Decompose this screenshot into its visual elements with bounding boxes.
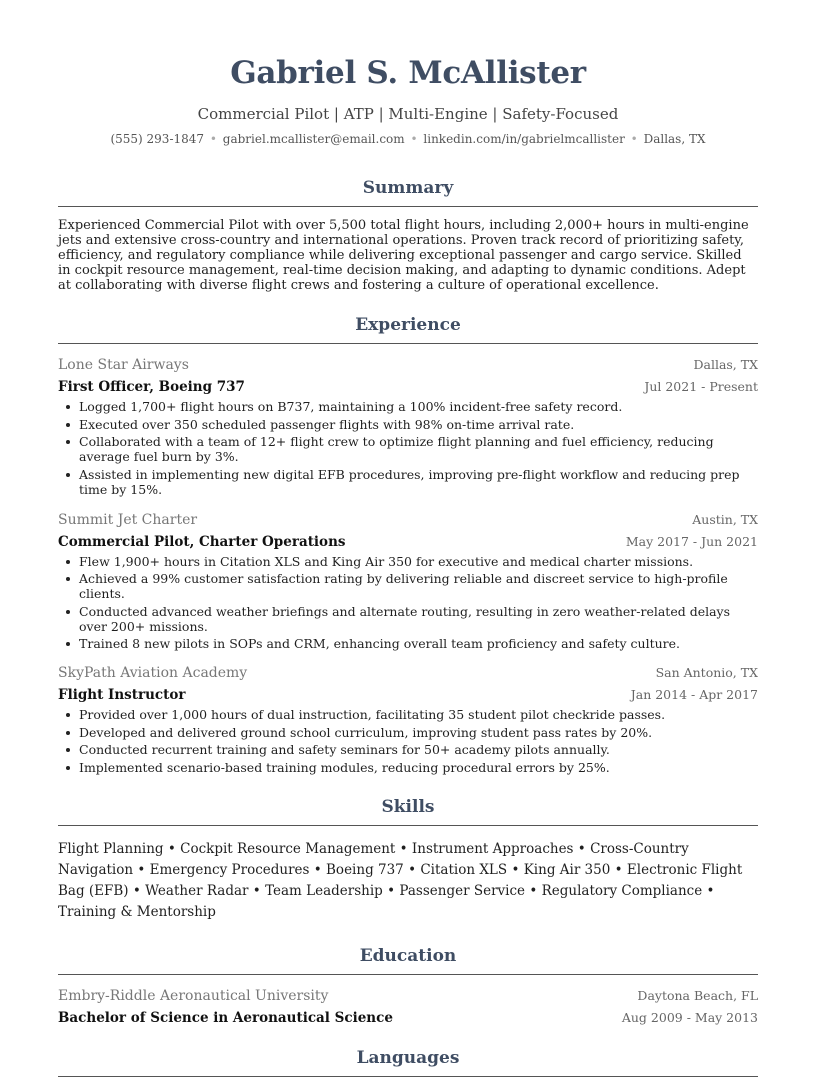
skill-separator: • <box>408 861 417 878</box>
job-location: Austin, TX <box>692 511 758 527</box>
contact-separator: • <box>209 132 217 146</box>
candidate-name: Gabriel S. McAllister <box>230 55 586 91</box>
skill-separator: • <box>577 840 586 857</box>
job-bullet: Executed over 350 scheduled passenger flights with 98% on-time arrival rate. <box>58 417 758 432</box>
section-divider <box>58 974 758 975</box>
job-bullet: Logged 1,700+ flight hours on B737, maintaining a 100% incident-free safety record. <box>58 399 758 414</box>
experience-section <box>58 314 758 775</box>
school-name: Embry-Riddle Aeronautical University <box>58 987 329 1004</box>
section-divider <box>58 206 758 207</box>
languages-section <box>58 1047 758 1077</box>
job-bullet: Provided over 1,000 hours of dual instruction, facilitating 35 student pilot checkride passes. <box>58 707 758 722</box>
skill-separator: • <box>614 861 623 878</box>
skill-separator: • <box>387 882 396 899</box>
job-bullet: Achieved a 99% customer satisfaction rating by delivering reliable and discreet service to high-profile clients. <box>58 571 758 601</box>
skill-item: Instrument Approaches <box>411 840 574 857</box>
skill-separator: • <box>706 882 715 899</box>
section-divider <box>58 343 758 344</box>
skill-item: Weather Radar <box>145 882 249 899</box>
school-location: Daytona Beach, FL <box>637 987 758 1003</box>
contact-email[interactable]: gabriel.mcallister@email.com <box>222 132 405 146</box>
skill-item: Emergency Procedures <box>149 861 310 878</box>
education-section <box>58 945 758 1027</box>
skill-item: Training & Mentorship <box>58 903 216 920</box>
skill-separator: • <box>313 861 322 878</box>
company-name: Summit Jet Charter <box>58 511 198 528</box>
skill-separator: • <box>132 882 141 899</box>
skill-item: Electronic Flight Bag (EFB) <box>58 861 743 899</box>
section-divider <box>58 1076 758 1077</box>
job-bullets <box>58 399 758 497</box>
section-title-summary: Summary <box>362 178 454 198</box>
degree-title: Bachelor of Science in Aeronautical Science <box>58 1009 393 1026</box>
contact-separator: • <box>630 132 638 146</box>
skill-item: King Air 350 <box>523 861 611 878</box>
section-title-experience: Experience <box>355 315 461 335</box>
job-bullet: Conducted advanced weather briefings and alternate routing, resulting in zero weather-related delays over 200+ missions. <box>58 604 758 634</box>
job-bullet: Flew 1,900+ hours in Citation XLS and King Air 350 for executive and medical charter missions. <box>58 554 758 569</box>
skill-separator: • <box>511 861 520 878</box>
contact-linkedin[interactable]: linkedin.com/in/gabrielmcallister <box>423 132 625 146</box>
job-dates: May 2017 - Jun 2021 <box>625 533 758 549</box>
skill-item: Cross-Country Navigation <box>58 840 689 878</box>
skill-separator: • <box>137 861 146 878</box>
skill-separator: • <box>399 840 408 857</box>
skill-item: Boeing 737 <box>326 861 404 878</box>
skill-separator: • <box>252 882 261 899</box>
job-entry <box>58 664 758 775</box>
job-title: Flight Instructor <box>58 687 186 703</box>
section-title-languages: Languages <box>356 1047 460 1068</box>
job-bullet: Assisted in implementing new digital EFB procedures, improving pre-flight workflow and reducing prep time by 15%. <box>58 467 758 497</box>
job-bullets <box>58 707 758 775</box>
skills-section <box>58 796 758 923</box>
job-title: First Officer, Boeing 737 <box>58 379 245 395</box>
job-bullet: Developed and delivered ground school curriculum, improving student pass rates by 20%. <box>58 725 758 740</box>
job-entry <box>58 356 758 497</box>
skills-list <box>58 839 758 923</box>
job-bullet: Implemented scenario-based training modules, reducing procedural errors by 25%. <box>58 760 758 775</box>
summary-section <box>58 177 758 293</box>
job-bullet: Collaborated with a team of 12+ flight crew to optimize flight planning and fuel efficiency, reducing average fuel burn by 3%. <box>58 434 758 464</box>
contact-location: Dallas, TX <box>643 132 706 146</box>
contact-separator: • <box>410 132 418 146</box>
skill-separator: • <box>529 882 538 899</box>
skill-separator: • <box>167 840 176 857</box>
skill-item: Flight Planning <box>58 840 164 857</box>
job-location: Dallas, TX <box>693 357 758 372</box>
skill-item: Passenger Service <box>399 882 526 899</box>
education-dates: Aug 2009 - May 2013 <box>621 1009 758 1025</box>
job-dates: Jul 2021 - Present <box>644 379 758 394</box>
contact-phone: (555) 293-1847 <box>110 132 205 146</box>
section-divider <box>58 825 758 826</box>
skill-item: Cockpit Resource Management <box>180 840 396 857</box>
contact-line <box>58 131 758 147</box>
job-bullet: Trained 8 new pilots in SOPs and CRM, enhancing overall team proficiency and safety culture. <box>58 636 758 651</box>
job-bullet: Conducted recurrent training and safety seminars for 50+ academy pilots annually. <box>58 742 758 757</box>
summary-text: Experienced Commercial Pilot with over 5,500 total flight hours, including 2,000+ hours in multi-engine jets and extensive cross-country and international operations. Proven track record of prioritizing safety, efficiency, and regulatory compliance while delivering exceptional passenger and cargo service. Skilled in cockpit resource management, real-time decision making, and adapting to dynamic conditions. Adept at collaborating with diverse flight crews and fostering a culture of operational excellence. <box>58 218 749 293</box>
headline: Commercial Pilot | ATP | Multi-Engine | Safety-Focused <box>197 105 619 123</box>
skill-item: Regulatory Compliance <box>541 882 703 899</box>
job-bullets <box>58 554 758 652</box>
job-location: San Antonio, TX <box>655 665 758 680</box>
job-title: Commercial Pilot, Charter Operations <box>58 533 346 550</box>
education-entry <box>58 987 758 1027</box>
job-entry <box>58 511 758 652</box>
section-title-skills: Skills <box>381 796 435 817</box>
company-name: SkyPath Aviation Academy <box>58 665 248 681</box>
skill-item: Citation XLS <box>420 861 508 878</box>
section-title-education: Education <box>359 945 457 966</box>
company-name: Lone Star Airways <box>58 357 189 373</box>
job-dates: Jan 2014 - Apr 2017 <box>630 687 758 702</box>
skill-item: Team Leadership <box>265 882 383 899</box>
